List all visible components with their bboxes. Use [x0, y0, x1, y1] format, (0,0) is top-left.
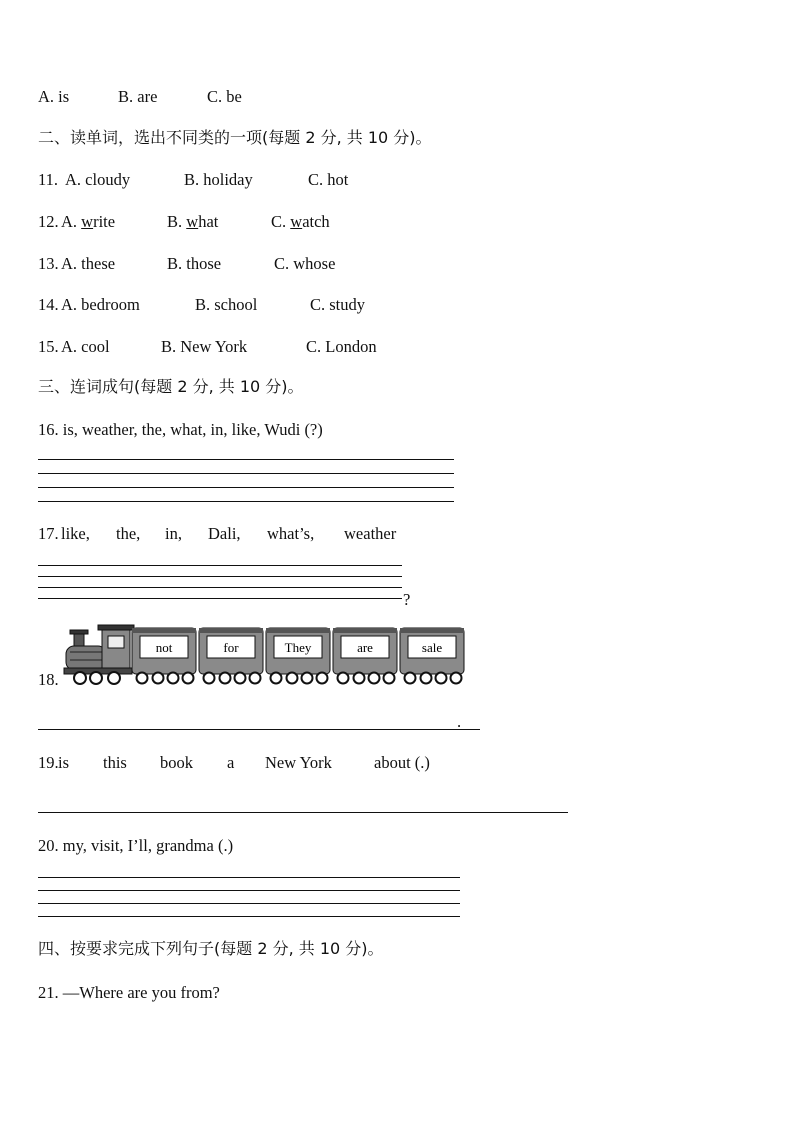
answer-line	[38, 487, 454, 488]
question-20: 20. my, visit, I’ll, grandma (.)	[38, 836, 234, 855]
q10-option-a: A. is	[38, 87, 70, 106]
q14-option-a: A. bedroom	[61, 295, 140, 314]
q12-c-underlined: w	[290, 212, 303, 231]
q19-word: book	[160, 753, 193, 772]
q12-a-underlined: w	[81, 212, 94, 231]
q19-number: 19.	[38, 753, 59, 772]
q13-option-a: A. these	[61, 254, 116, 273]
q12-number: 12.	[38, 212, 59, 231]
q17-word: Dali,	[208, 524, 241, 543]
q18-period: .	[457, 712, 462, 731]
q10-options	[38, 87, 338, 167]
section4-heading: 四、按要求完成下列句子(每题 2 分, 共 10 分)。	[38, 939, 384, 958]
q17-word: weather	[344, 524, 397, 543]
question-16: 16. is, weather, the, what, in, like, Wudi (?)	[38, 420, 323, 439]
q18-number: 18.	[38, 670, 59, 689]
q14-option-c: C. study	[310, 295, 366, 314]
q12-a-rest: rite	[93, 212, 116, 231]
answer-line	[38, 729, 480, 730]
section3-heading: 三、连词成句(每题 2 分, 共 10 分)。	[38, 377, 304, 396]
q19-word: a	[227, 753, 235, 772]
q17-word: like,	[61, 524, 90, 543]
q17-word: what’s,	[267, 524, 315, 543]
q10-option-c: C. be	[207, 87, 242, 106]
q19-word: New York	[265, 753, 332, 772]
q13-option-c: C. whose	[274, 254, 336, 273]
q14-number: 14.	[38, 295, 59, 314]
answer-line	[38, 501, 454, 502]
train-illustration	[62, 622, 472, 688]
q12-c-rest: atch	[302, 212, 330, 231]
answer-line	[38, 587, 402, 588]
q12-b-underlined: w	[186, 212, 199, 231]
q12-option-c	[271, 212, 330, 232]
locomotive-icon	[64, 625, 134, 684]
q15-number: 15.	[38, 337, 59, 356]
q17-question-mark: ?	[403, 590, 411, 609]
q11-option-a: A. cloudy	[65, 170, 131, 189]
q15-option-c: C. London	[306, 337, 377, 356]
q19-word: is	[58, 753, 70, 772]
train-car	[266, 628, 330, 684]
q19-word: this	[103, 753, 127, 772]
q17-word: the,	[116, 524, 141, 543]
section2-heading: 二、读单词，选出不同类的一项(每题 2 分, 共 10 分)。	[38, 128, 432, 147]
q10-option-b: B. are	[118, 87, 158, 106]
q12-b-prefix: B.	[167, 212, 187, 231]
q12-option-b	[167, 212, 218, 232]
answer-line	[38, 576, 402, 577]
q19-word: about (.)	[374, 753, 430, 772]
train-car	[132, 628, 196, 684]
train-car	[400, 628, 464, 684]
answer-line	[38, 916, 460, 917]
answer-line	[38, 598, 402, 599]
answer-line	[38, 812, 568, 813]
answer-line	[38, 459, 454, 460]
q11-option-b: B. holiday	[184, 170, 253, 189]
answer-line	[38, 565, 402, 566]
train-car-word: not	[155, 640, 173, 655]
answer-line	[38, 903, 460, 904]
q14-option-b: B. school	[195, 295, 258, 314]
answer-line	[38, 890, 460, 891]
q12-b-rest: hat	[198, 212, 219, 231]
train-car	[199, 628, 263, 684]
train-car-word: for	[223, 640, 239, 655]
q15-option-b: B. New York	[161, 337, 248, 356]
train-car-word: They	[284, 640, 312, 655]
q12-c-prefix: C.	[271, 212, 291, 231]
q15-option-a: A. cool	[61, 337, 110, 356]
q11-number: 11.	[38, 170, 63, 189]
q12-option-a	[61, 212, 115, 232]
q11-option-c: C. hot	[308, 170, 349, 189]
q12-a-prefix: A.	[61, 212, 82, 231]
question-21: 21. —Where are you from?	[38, 983, 220, 1002]
train-car-word: are	[357, 640, 373, 655]
train-car-word: sale	[421, 640, 443, 655]
q13-option-b: B. those	[167, 254, 222, 273]
q13-number: 13.	[38, 254, 59, 273]
answer-line	[38, 877, 460, 878]
q17-number: 17.	[38, 524, 59, 543]
q17-word: in,	[165, 524, 182, 543]
train-car	[333, 628, 397, 684]
answer-line	[38, 473, 454, 474]
question-19	[38, 753, 458, 913]
